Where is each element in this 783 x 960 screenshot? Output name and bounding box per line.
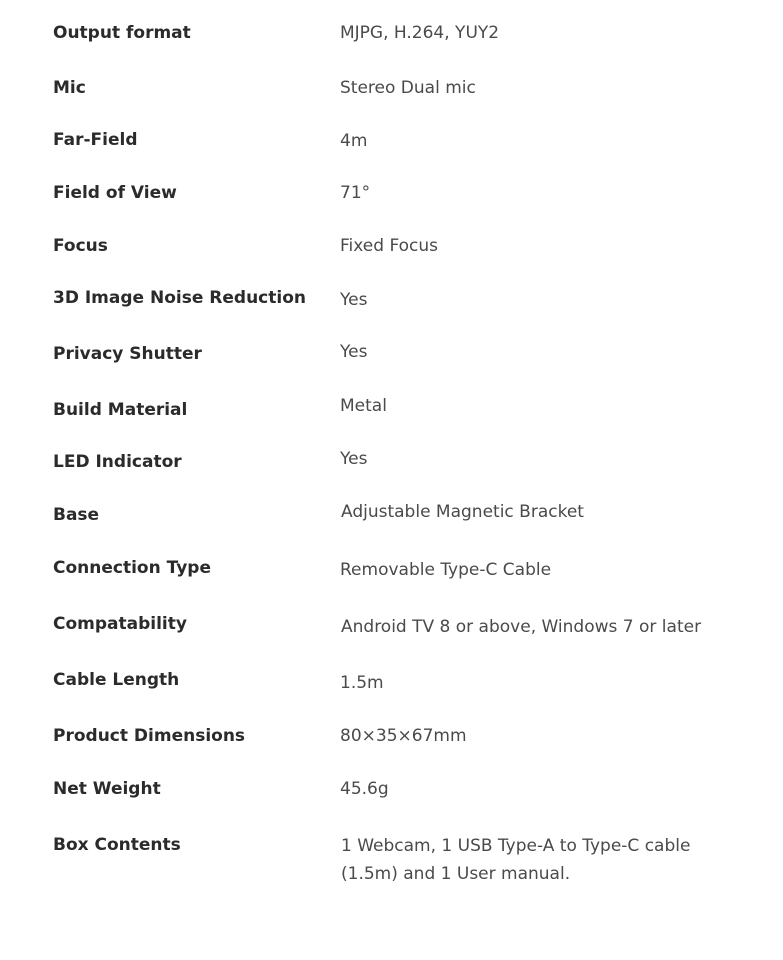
spec-label: Privacy Shutter xyxy=(53,344,202,364)
spec-label: Field of View xyxy=(53,183,177,203)
spec-value: 4m xyxy=(340,131,368,151)
spec-label: Mic xyxy=(53,78,86,98)
spec-value: MJPG, H.264, YUY2 xyxy=(340,23,500,43)
spec-label: Net Weight xyxy=(53,779,161,799)
spec-value: Removable Type-C Cable xyxy=(340,560,552,580)
spec-value: Stereo Dual mic xyxy=(340,78,476,98)
spec-label: Far-Field xyxy=(53,130,138,150)
spec-value: Metal xyxy=(340,396,387,416)
spec-value: 80×35×67mm xyxy=(340,726,467,746)
spec-value: 1.5m xyxy=(340,673,384,693)
spec-label: Cable Length xyxy=(53,670,180,690)
spec-label: Base xyxy=(53,505,100,525)
spec-label: Product Dimensions xyxy=(53,726,246,746)
spec-value: Adjustable Magnetic Bracket xyxy=(341,502,584,522)
spec-label: LED Indicator xyxy=(53,452,182,472)
spec-value: 71° xyxy=(340,183,371,203)
spec-label: Box Contents xyxy=(53,835,181,855)
spec-value: 1 Webcam, 1 USB Type-A to Type-C cable (1.5m) and 1 User manual. xyxy=(341,836,691,884)
spec-value: Yes xyxy=(340,342,368,362)
spec-label: Output format xyxy=(53,23,191,43)
spec-label: Connection Type xyxy=(53,558,211,578)
spec-label: 3D Image Noise Reduction xyxy=(53,288,306,308)
spec-value: Fixed Focus xyxy=(340,236,439,256)
spec-value: Android TV 8 or above, Windows 7 or later xyxy=(341,617,702,637)
spec-value: Yes xyxy=(340,290,368,310)
spec-value: Yes xyxy=(340,449,368,469)
spec-label: Build Material xyxy=(53,400,188,420)
spec-label: Focus xyxy=(53,236,108,256)
spec-label: Compatability xyxy=(53,614,187,634)
spec-value: 45.6g xyxy=(340,779,389,799)
